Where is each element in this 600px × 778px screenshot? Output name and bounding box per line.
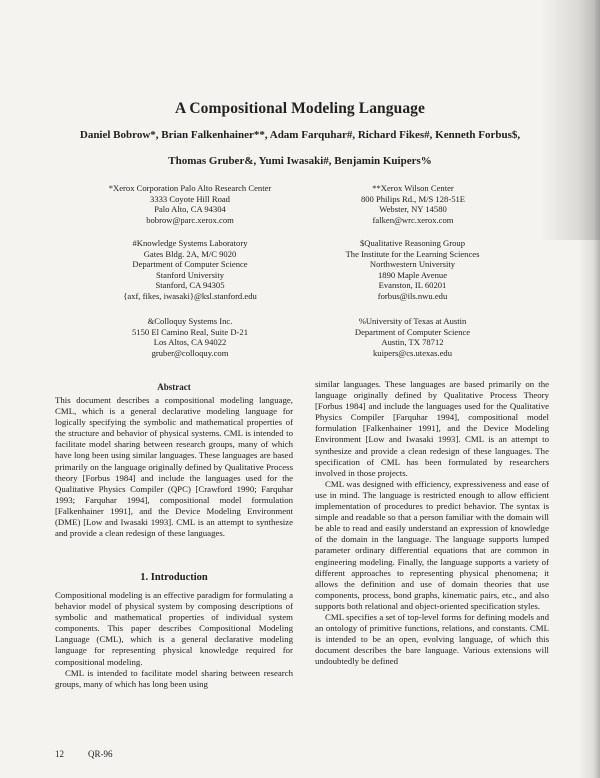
paper-title: A Compositional Modeling Language [174, 100, 426, 117]
affiliation-line: Austin, TX 78712 [381, 337, 444, 348]
body-paragraph: Compositional modeling is an effective paradigm for formulating a behavior model of physical system by composing descriptions of symbolic and mathematical properties of individual system components. This paper describes Compositional Modeling Language (CML), which is a general declarative modeling language for representing physical knowledge required for compositional modeling. [55, 590, 293, 667]
affiliation-line: The Institute for the Learning Sciences [345, 248, 480, 259]
affiliation-line: Evanston, IL 60201 [378, 280, 447, 291]
affiliation-line: 800 Philips Rd., M/S 128-51E [360, 193, 466, 204]
introduction-body [55, 590, 293, 690]
affiliation-line: Gates Bldg. 2A, M/C 9020 [143, 248, 237, 259]
scan-shadow-corner [540, 0, 600, 240]
affiliation-line: Los Altos, CA 94022 [153, 337, 227, 348]
section-heading-introduction: 1. Introduction [140, 572, 208, 583]
body-paragraph: CML was designed with efficiency, expressiveness and ease of use in mind. The language is restricted enough to allow efficient implementation of procedures to predict behavior. The syntax is simple and readable so that a person familiar with the domain will be able to read and easily understand an expression of knowledge of the domain in the language. The language supports lumped parameter ordinary differential equations that are common in engineering modeling. Finally, the language supports a variety of different approaches to representing physical phenomena; it allows the definition and use of domain theories that use components, process, bond graphs, kinematic pairs, etc., and also supports both relational and object-oriented specification styles. [315, 478, 549, 611]
affiliation-line: $Qualitative Reasoning Group [359, 238, 465, 248]
affiliation-xerox-wilson [308, 183, 518, 225]
authors-line-2: Thomas Gruber&, Yumi Iwasaki#, Benjamin Kuipers% [168, 155, 432, 167]
affiliation-xerox-parc [95, 183, 285, 225]
affiliation-line: 5150 El Camino Real, Suite D-21 [131, 326, 248, 337]
affiliation-colloquy [95, 316, 285, 358]
abstract-paragraph: This document describes a compositional modeling language, CML, which is a general declarative modeling language for logically specifying the symbolic and mathematical properties of the structure and behavior of physical systems. CML is intended to facilitate model sharing between research groups, many of which have long been using similar languages. These languages are based primarily on the language originally defined by Qualitative Process theory [Forbus 1984] and include the languages used for the Qualitative Physics Compiler (QPC) [Crawford 1990; Farquhar 1993; Farquhar 1994], compositional model formulation [Falkenhainer 1991], and the Device Modeling Environment (DME) [Low and Iwasaki 1993]. CML is an attempt to synthesize and provide a clean redesign of these languages. [55, 395, 293, 539]
affiliation-utexas [300, 316, 525, 358]
affiliation-line: 1890 Maple Avenue [377, 269, 448, 280]
right-column-body [315, 379, 549, 667]
affiliation-line: 3333 Coyote Hill Road [150, 193, 230, 204]
abstract-body [55, 395, 293, 539]
affiliation-email: kuipers@cs.utexas.edu [372, 347, 453, 358]
body-paragraph: CML is intended to facilitate model sharing between research groups, many of which has long been using [55, 667, 293, 689]
affiliation-line: Northwestern University [369, 259, 456, 270]
affiliation-email: bobrow@parc.xerox.com [146, 214, 234, 225]
affiliation-qrg [300, 238, 525, 302]
affiliation-line: Stanford, CA 94305 [155, 280, 225, 291]
affiliation-email: {axf, fikes, iwasaki}@ksl.stanford.edu [123, 290, 257, 301]
affiliation-line: %University of Texas at Austin [358, 316, 467, 326]
body-paragraph: similar languages. These languages are based primarily on the language originally defined by Qualitative Process Theory [Forbus 1984] and include the languages used for the Qualitative Physics Compiler [Farquhar 1994], compositional model formulation [Falkenhainer 1991], and the Device Modeling Environment [Low and Iwasaki 1993]. CML is an attempt to synthesize and provide a clean redesign of these languages. The specification of CML has been formulated by researchers involved in those projects. [315, 379, 549, 478]
affiliation-line: Palo Alto, CA 94304 [154, 204, 226, 215]
affiliation-line: **Xerox Wilson Center [372, 183, 454, 193]
page-number: 12 [55, 749, 64, 759]
affiliation-line: #Knowledge Systems Laboratory [132, 238, 248, 248]
affiliation-line: Stanford University [155, 269, 225, 280]
affiliation-email: forbus@ils.nwu.edu [377, 290, 448, 301]
authors-line-1: Daniel Bobrow*, Brian Falkenhainer**, Adam Farquhar#, Richard Fikes#, Kenneth Forbus$, [79, 129, 521, 141]
abstract-heading: Abstract [157, 382, 191, 392]
venue-label: QR-96 [88, 749, 113, 759]
affiliation-line: Department of Computer Science [132, 259, 248, 270]
affiliation-line: *Xerox Corporation Palo Alto Research Center [108, 183, 272, 193]
affiliation-line: &Colloquy Systems Inc. [147, 316, 233, 326]
affiliation-line: Department of Computer Science [354, 326, 471, 337]
affiliation-email: falken@wrc.xerox.com [372, 214, 454, 225]
body-paragraph: CML specifies a set of top-level forms for defining models and an ontology of primitive functions, relations, and constants. CML is intended to be an open, evolving language, of which this document describes the bare language. Various extensions will undoubtedly be defined [315, 611, 549, 667]
affiliation-line: Webster, NY 14580 [379, 204, 447, 215]
affiliation-email: gruber@colloquy.com [151, 347, 229, 358]
affiliation-ksl [95, 238, 285, 302]
